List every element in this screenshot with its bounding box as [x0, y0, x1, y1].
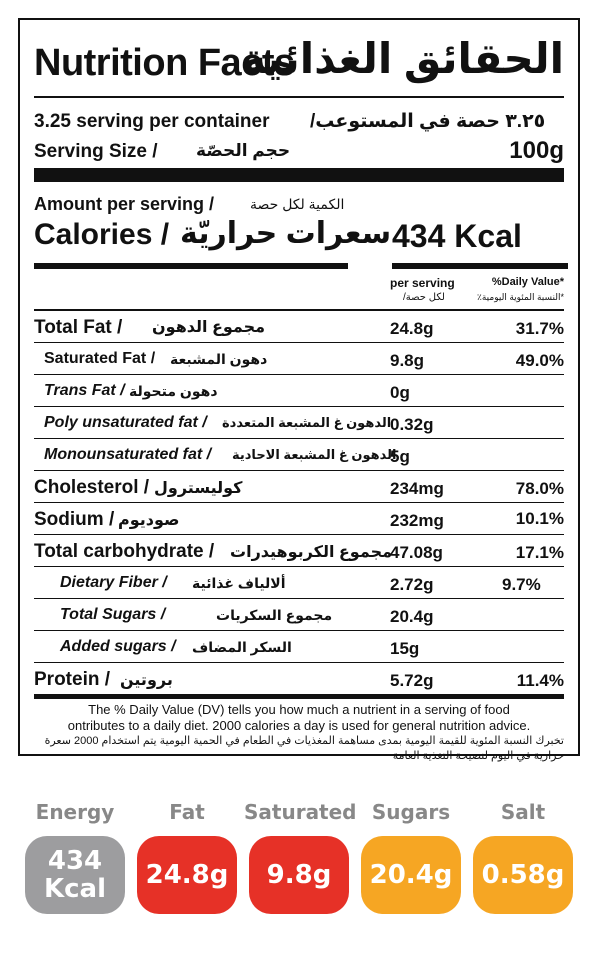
nutrient-amount: 5.72g [390, 671, 434, 690]
calories-label-en: Calories / [34, 218, 170, 251]
nutrient-amount: 232mg [390, 511, 444, 530]
nutrient-name-en: Total Fat / [34, 317, 123, 338]
nutrient-amount: 5g [390, 447, 410, 466]
footnote-en-line1: The % Daily Value (DV) tells you how much a nutrient in a serving of food [88, 702, 510, 717]
badge-value: 24.8g [145, 860, 229, 890]
nutrient-row-dietary-fiber [34, 567, 564, 598]
nutrient-name-en: Total carbohydrate / [34, 541, 215, 562]
nutrient-daily-value: 78.0% [515, 479, 564, 498]
badge-label-salt: Salt [500, 800, 546, 824]
nutrient-name-en: Cholesterol / [34, 477, 150, 498]
nutrient-name-ar: كوليسترول [154, 480, 243, 497]
nutrient-name-ar: الدهون غ المشبعة المتعددة [222, 415, 392, 430]
nutrient-name-ar: دهون متحولة [129, 383, 218, 399]
footnote-en [34, 702, 564, 734]
amount-per-serving-en: Amount per serving / [34, 194, 215, 214]
nutrient-daily-value: 31.7% [515, 319, 564, 338]
nutrient-row-protein [34, 663, 564, 694]
daily-value-header-ar: *النسبة المئوية اليومية٪ [477, 292, 564, 302]
nutrient-row-added-sugars [34, 631, 564, 662]
nutrient-name-en: Total Sugars / [60, 606, 166, 623]
nutrient-name-ar: السكر المضاف [192, 639, 292, 655]
nutrition-label [18, 18, 580, 762]
calories-value-underline [392, 263, 568, 269]
nutrient-name-en: Saturated Fat / [44, 350, 156, 367]
daily-value-header-en: %Daily Value* [491, 276, 564, 288]
nutrient-name-ar: مجموع الكربوهيدرات [230, 544, 392, 561]
badge-label-fat: Fat [169, 800, 205, 824]
badge-value: 0.58g [481, 860, 565, 890]
nutrient-daily-value: 11.4% [516, 671, 564, 690]
nutrient-name-ar: ألالياف غذائية [192, 575, 286, 591]
nutrient-name-en: Protein / [34, 669, 111, 690]
nutrient-name-en: Monounsaturated fat / [44, 446, 212, 463]
nutrient-amount: 20.4g [390, 607, 434, 626]
badge-value: 9.8g [266, 860, 332, 890]
nutrient-amount: 47.08g [390, 543, 443, 562]
per-serving-header-ar: لكل حصة/ [403, 292, 445, 303]
nutrient-row-trans-fat [34, 375, 564, 406]
badge-label-sugars: Sugars [371, 800, 451, 824]
nutrient-row-total-fat [34, 311, 564, 342]
nutrient-name-en: Sodium / [34, 509, 115, 530]
nutrient-amount: 15g [390, 639, 420, 658]
title-en: Nutrition Facts [34, 42, 295, 84]
nutrient-name-ar: بروتين [120, 672, 173, 689]
serving-size-ar: حجم الحصّة [196, 141, 291, 160]
badge-energy [25, 836, 125, 914]
nutrient-name-en: Trans Fat / [44, 382, 125, 399]
nutrient-amount: 0g [390, 383, 410, 402]
divider [34, 96, 564, 98]
badge-saturated [249, 836, 349, 914]
title-ar: الحقائق الغذائية [241, 35, 564, 82]
thick-divider [34, 168, 564, 182]
badge-value-line2: Kcal [43, 874, 107, 904]
amount-per-serving-ar: الكمية لكل حصة [250, 196, 345, 212]
nutrient-row-monounsaturated-fat [34, 439, 564, 470]
nutrient-daily-value: 49.0% [515, 351, 564, 370]
thick-divider [34, 694, 564, 699]
footnote-ar [34, 734, 564, 764]
nutrient-row-total-sugars [34, 599, 564, 630]
nutrient-name-en: Dietary Fiber / [60, 574, 167, 591]
nutrient-amount: 9.8g [390, 351, 425, 370]
nutrient-daily-value: 10.1% [515, 509, 564, 528]
calories-value: 434 Kcal [392, 218, 522, 254]
nutrient-name-ar: دهون المشبعة [170, 351, 268, 367]
nutrient-daily-value: 17.1% [515, 543, 564, 562]
badge-value-line1: 434 [47, 846, 103, 876]
badge-sugars [361, 836, 461, 914]
nutrient-amount: 0.32g [390, 415, 434, 434]
nutrient-name-en: Added sugars / [60, 638, 176, 655]
nutrient-name-en: Poly unsaturated fat / [44, 414, 207, 431]
nutrient-name-ar: الدهون غ المشبعة الاحادية [232, 447, 397, 462]
servings-per-container-ar: ٣.٢٥ حصة في المستوعب/ [310, 111, 546, 132]
per-serving-header-en: per serving [390, 276, 455, 290]
nutrient-row-polyunsaturated-fat [34, 407, 564, 438]
nutrient-row-cholesterol [34, 471, 564, 502]
servings-per-container-en: 3.25 serving per container [34, 111, 270, 132]
footnote-ar-line2: حرارية في اليوم لنصيحة التغذية العامة [392, 750, 564, 762]
nutrient-row-sodium [34, 503, 564, 534]
badge-value: 20.4g [369, 860, 453, 890]
nutrient-row-saturated-fat [34, 343, 564, 374]
nutrient-name-ar: مجموع الدهون [152, 319, 266, 336]
footnote-en-line2: ontributes to a daily diet. 2000 calories a day is used for general nutrition advice. [67, 718, 531, 733]
badge-label-energy: Energy [35, 800, 115, 824]
nutrient-amount: 24.8g [390, 319, 434, 338]
serving-size-label: Serving Size [34, 141, 147, 162]
calories-label-ar: سعرات حراريّة [180, 217, 392, 250]
serving-size-value: 100g [509, 137, 564, 164]
nutrient-daily-value: 9.7% [502, 575, 541, 594]
nutrient-row-total-carbohydrate [34, 535, 564, 566]
badge-label-saturated: Saturated [244, 800, 357, 824]
nutrient-amount: 2.72g [390, 575, 434, 594]
footnote-ar-line1: تخبرك النسبة المئوية للقيمة اليومية بمدى مساهمة المغذيات في الطعام في الحمية اليومية يتم استخدام 2000 سعرة [44, 735, 564, 747]
nutrient-amount: 234mg [390, 479, 444, 498]
calories-underline [34, 263, 348, 269]
badge-salt [473, 836, 573, 914]
nutrient-name-ar: مجموع السكريات [216, 607, 333, 623]
nutrient-name-ar: صوديوم [118, 512, 180, 529]
serving-size-en: Serving Size / [34, 141, 158, 162]
badge-fat [137, 836, 237, 914]
